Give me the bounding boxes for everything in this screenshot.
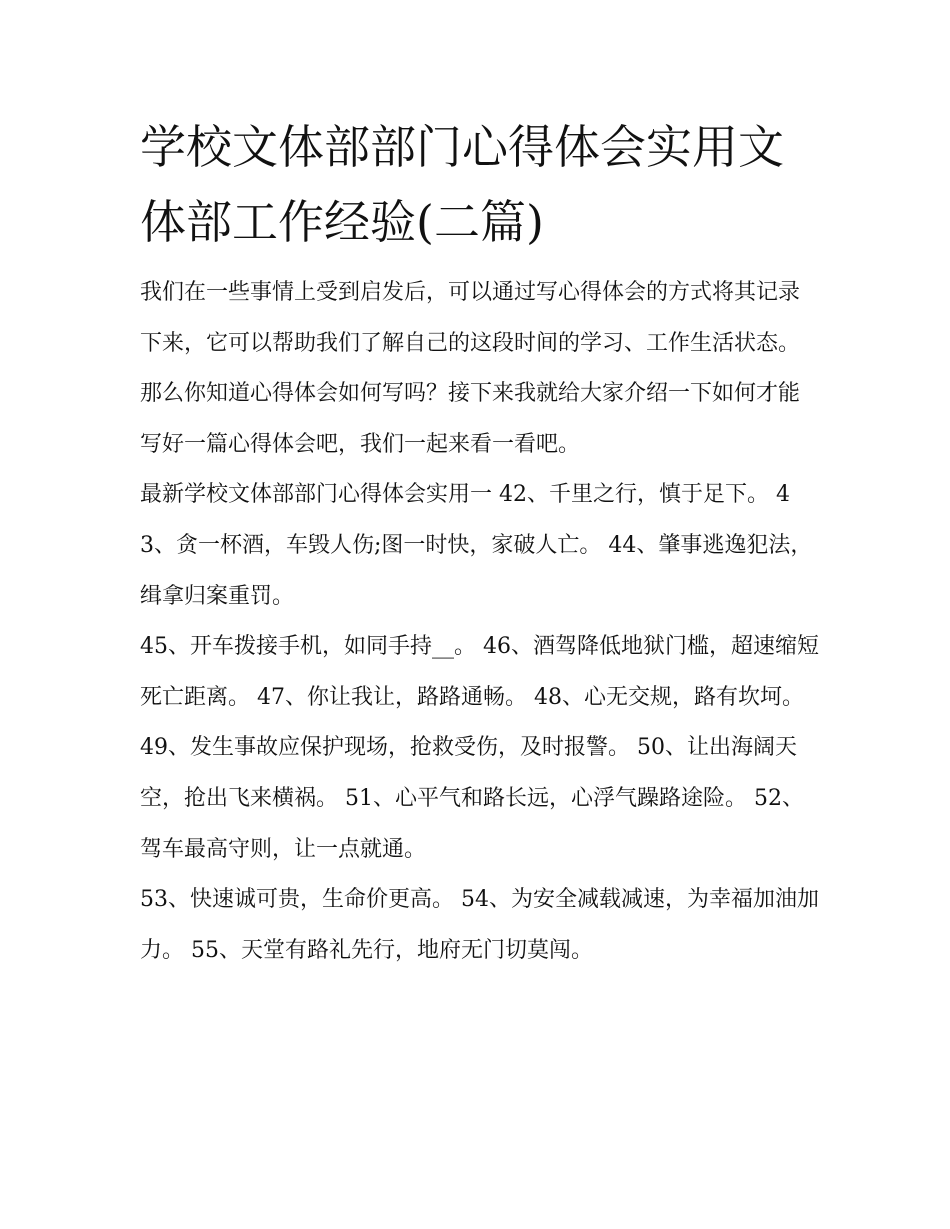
paragraph-3: 49、发生事故应保护现场，抢救受伤，及时报警。 50、让出海阔天空，抢出飞来横祸。 51、心平气和路长远，心浮气躁路途险。 52、驾车最高守则，让一点就通。 [140,735,804,862]
paragraph-intro: 我们在一些事情上受到启发后，可以通过写心得体会的方式将其记录下来，它可以帮助我们了解自己的这段时间的学习、工作生活状态。那么你知道心得体会如何写吗？接下来我就给大家介绍一下如何才能写好一篇心得体会吧，我们一起来看一看吧。 [140,280,801,457]
paragraph-1: 最新学校文体部部门心得体会实用一 42、千里之行，慎于足下。 43、贪一杯酒，车毁人伤;图一时快，家破人亡。 44、肇事逃逸犯法，缉拿归案重罚。 [140,482,813,609]
document-page [140,110,820,976]
document-title: 学校文体部部门心得体会实用文体部工作经验(二篇) [140,120,784,249]
paragraph-4: 53、快速诚可贵，生命价更高。 54、为安全减载减速，为幸福加油加力。 55、天堂有路礼先行，地府无门切莫闯。 [140,887,819,963]
paragraph-2: 45、开车拨接手机，如同手持__。 46、酒驾降低地狱门槛，超速缩短死亡距离。 47、你让我让，路路通畅。 48、心无交规，路有坎坷。 [140,634,819,710]
